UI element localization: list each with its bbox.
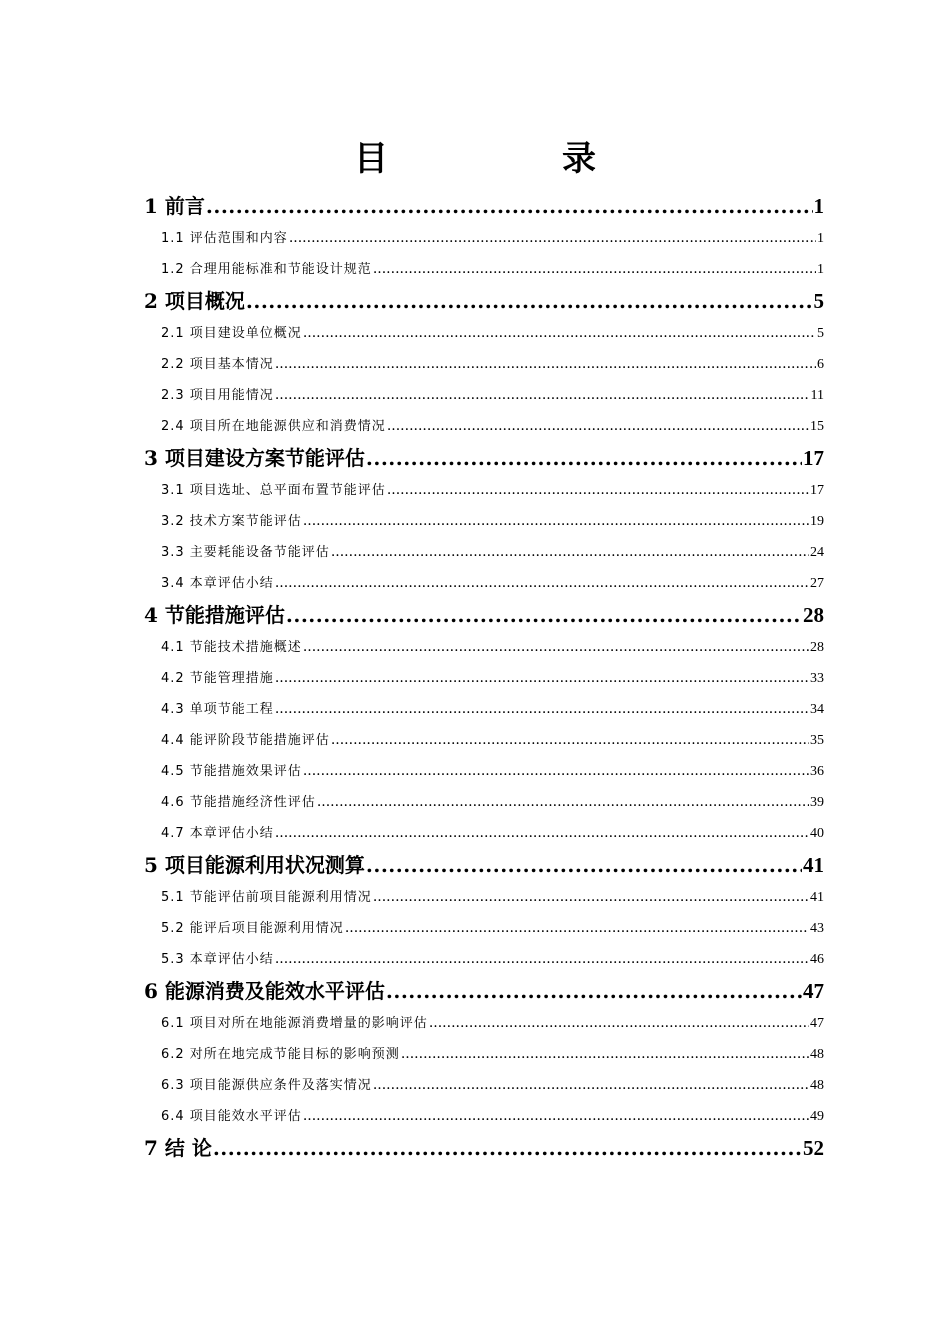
toc-dot-leader xyxy=(275,349,816,380)
toc-section-entry[interactable] xyxy=(144,694,824,725)
toc-section-entry[interactable] xyxy=(144,725,824,756)
toc-section-entry[interactable] xyxy=(144,632,824,663)
toc-page-number: 1 xyxy=(813,194,824,218)
toc-page-number: 48 xyxy=(810,1078,824,1093)
toc-section-entry[interactable] xyxy=(144,1101,824,1132)
toc-section-entry[interactable] xyxy=(144,787,824,818)
toc-section-entry[interactable] xyxy=(144,380,824,411)
toc-entry-label: 5.3 本章评估小结 xyxy=(161,952,274,967)
toc-section-entry[interactable] xyxy=(144,756,824,787)
toc-chapter-entry[interactable] xyxy=(144,975,824,1008)
toc-dot-leader xyxy=(275,944,809,975)
toc-page-number: 24 xyxy=(810,545,824,560)
toc-dot-leader xyxy=(303,318,816,349)
toc-page-number: 47 xyxy=(803,979,824,1003)
toc-dot-leader xyxy=(366,849,802,882)
toc-dot-leader xyxy=(366,442,802,475)
toc-entry-label: 1 前言 xyxy=(144,194,205,218)
toc-chapter-entry[interactable] xyxy=(144,849,824,882)
toc-entry-label: 6.4 项目能效水平评估 xyxy=(161,1109,302,1124)
toc-entry-label: 2.4 项目所在地能源供应和消费情况 xyxy=(161,419,386,434)
toc-section-entry[interactable] xyxy=(144,475,824,506)
toc-chapter-entry[interactable] xyxy=(144,599,824,632)
toc-entry-label: 3 项目建设方案节能评估 xyxy=(144,446,365,470)
toc-page-number: 17 xyxy=(810,483,824,498)
toc-entry-label: 2.2 项目基本情况 xyxy=(161,357,274,372)
toc-entry-label: 6.2 对所在地完成节能目标的影响预测 xyxy=(161,1047,400,1062)
toc-section-entry[interactable] xyxy=(144,818,824,849)
toc-page-number: 28 xyxy=(803,603,824,627)
toc-entry-label: 7 结 论 xyxy=(144,1136,212,1160)
toc-entry-label: 4.5 节能措施效果评估 xyxy=(161,764,302,779)
toc-entry-label: 1.1 评估范围和内容 xyxy=(161,231,288,246)
toc-page-number: 6 xyxy=(817,357,824,372)
toc-dot-leader xyxy=(331,537,809,568)
toc-entry-label: 5 项目能源利用状况测算 xyxy=(144,853,365,877)
toc-entry-label: 2.1 项目建设单位概况 xyxy=(161,326,302,341)
toc-dot-leader xyxy=(401,1039,809,1070)
toc-dot-leader xyxy=(387,411,809,442)
toc-page-number: 11 xyxy=(810,388,824,403)
toc-entry-label: 1.2 合理用能标准和节能设计规范 xyxy=(161,262,372,277)
toc-page-number: 49 xyxy=(810,1109,824,1124)
page-title: 目 录 xyxy=(354,139,666,179)
toc-chapter-entry[interactable] xyxy=(144,1132,824,1165)
toc-dot-leader xyxy=(206,190,813,223)
toc-section-entry[interactable] xyxy=(144,349,824,380)
toc-page-number: 41 xyxy=(803,853,824,877)
toc-dot-leader xyxy=(213,1132,802,1165)
toc-entry-label: 2.3 项目用能情况 xyxy=(161,388,274,403)
toc-dot-leader xyxy=(275,568,809,599)
toc-entry-label: 3.1 项目选址、总平面布置节能评估 xyxy=(161,483,386,498)
toc-page-number: 17 xyxy=(803,446,824,470)
toc-page-number: 33 xyxy=(810,671,824,686)
toc-entry-label: 4.2 节能管理措施 xyxy=(161,671,274,686)
toc-dot-leader xyxy=(317,787,809,818)
toc-page-number: 52 xyxy=(803,1136,824,1160)
toc-page-number: 35 xyxy=(810,733,824,748)
toc-dot-leader xyxy=(373,882,809,913)
toc-page-number: 5 xyxy=(813,289,824,313)
toc-entry-label: 3.3 主要耗能设备节能评估 xyxy=(161,545,330,560)
toc-entry-label: 4.6 节能措施经济性评估 xyxy=(161,795,316,810)
toc-dot-leader xyxy=(386,975,802,1008)
toc-section-entry[interactable] xyxy=(144,1070,824,1101)
toc-dot-leader xyxy=(331,725,809,756)
toc-entry-label: 5.2 能评后项目能源利用情况 xyxy=(161,921,344,936)
toc-page-number: 28 xyxy=(810,640,824,655)
toc-dot-leader xyxy=(275,663,809,694)
toc-dot-leader xyxy=(373,1070,809,1101)
toc-dot-leader xyxy=(286,599,802,632)
toc-dot-leader xyxy=(429,1008,809,1039)
toc-chapter-entry[interactable] xyxy=(144,442,824,475)
toc-section-entry[interactable] xyxy=(144,568,824,599)
toc-entry-label: 3.2 技术方案节能评估 xyxy=(161,514,302,529)
toc-page-number: 15 xyxy=(810,419,824,434)
toc-dot-leader xyxy=(275,380,810,411)
toc-entry-label: 6.3 项目能源供应条件及落实情况 xyxy=(161,1078,372,1093)
toc-page-number: 27 xyxy=(810,576,824,591)
toc-page-number: 19 xyxy=(810,514,824,529)
toc-section-entry[interactable] xyxy=(144,1008,824,1039)
toc-entry-label: 4 节能措施评估 xyxy=(144,603,285,627)
toc-dot-leader xyxy=(387,475,809,506)
toc-page-number: 40 xyxy=(810,826,824,841)
toc-section-entry[interactable] xyxy=(144,944,824,975)
toc-entry-label: 4.4 能评阶段节能措施评估 xyxy=(161,733,330,748)
toc-dot-leader xyxy=(345,913,809,944)
toc-page-number: 41 xyxy=(810,890,824,905)
toc-entry-label: 6 能源消费及能效水平评估 xyxy=(144,979,385,1003)
toc-entry-label: 4.7 本章评估小结 xyxy=(161,826,274,841)
toc-page-number: 46 xyxy=(810,952,824,967)
toc-dot-leader xyxy=(303,506,809,537)
toc-entry-label: 2 项目概况 xyxy=(144,289,245,313)
toc-page-number: 47 xyxy=(810,1016,824,1031)
toc-dot-leader xyxy=(303,756,809,787)
toc-dot-leader xyxy=(275,694,809,725)
toc-page-number: 1 xyxy=(817,262,824,277)
toc-dot-leader xyxy=(373,254,816,285)
toc-page-number: 36 xyxy=(810,764,824,779)
toc-entry-label: 3.4 本章评估小结 xyxy=(161,576,274,591)
toc-section-entry[interactable] xyxy=(144,913,824,944)
toc-section-entry[interactable] xyxy=(144,1039,824,1070)
toc-section-entry[interactable] xyxy=(144,318,824,349)
toc-chapter-entry[interactable] xyxy=(144,285,824,318)
toc-dot-leader xyxy=(303,632,809,663)
toc-page-number: 5 xyxy=(817,326,824,341)
toc-page-number: 39 xyxy=(810,795,824,810)
toc-chapter-entry[interactable] xyxy=(144,190,824,223)
toc-entry-label: 4.1 节能技术措施概述 xyxy=(161,640,302,655)
toc-dot-leader xyxy=(289,223,816,254)
toc-page-number: 34 xyxy=(810,702,824,717)
toc-dot-leader xyxy=(246,285,813,318)
toc-section-entry[interactable] xyxy=(144,506,824,537)
toc-section-entry[interactable] xyxy=(144,411,824,442)
toc-page-number: 48 xyxy=(810,1047,824,1062)
toc-entry-label: 5.1 节能评估前项目能源利用情况 xyxy=(161,890,372,905)
toc-section-entry[interactable] xyxy=(144,882,824,913)
toc-dot-leader xyxy=(275,818,809,849)
toc-dot-leader xyxy=(303,1101,809,1132)
toc-section-entry[interactable] xyxy=(144,254,824,285)
toc-page-number: 43 xyxy=(810,921,824,936)
toc-section-entry[interactable] xyxy=(144,537,824,568)
toc-entry-label: 4.3 单项节能工程 xyxy=(161,702,274,717)
toc-entry-label: 6.1 项目对所在地能源消费增量的影响评估 xyxy=(161,1016,428,1031)
toc-section-entry[interactable] xyxy=(144,223,824,254)
toc-section-entry[interactable] xyxy=(144,663,824,694)
toc-page-number: 1 xyxy=(817,231,824,246)
table-of-contents xyxy=(144,190,824,1165)
